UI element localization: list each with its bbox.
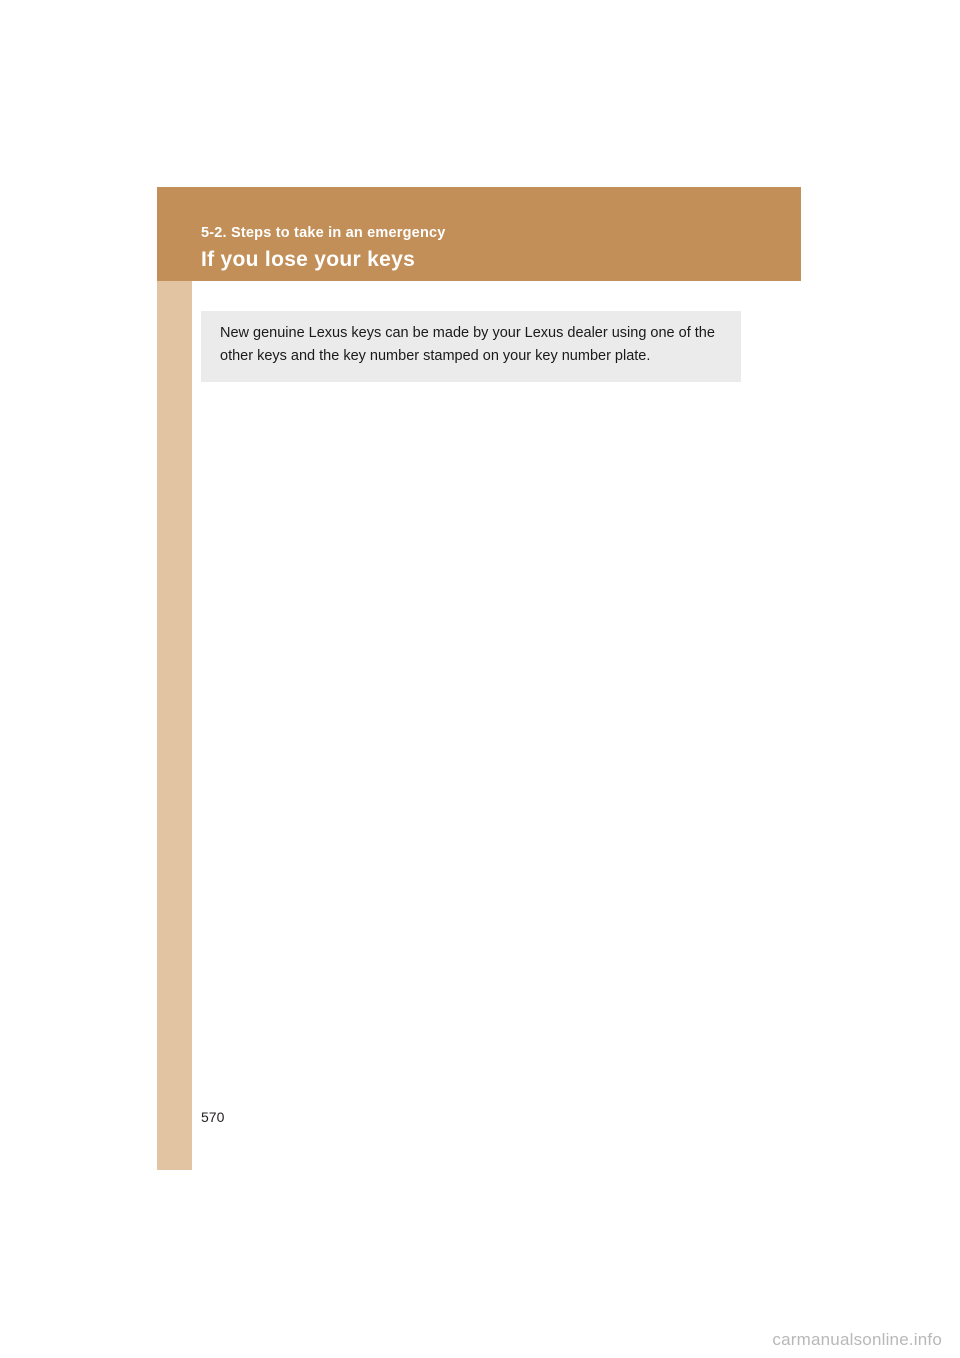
info-text: New genuine Lexus keys can be made by your Lexus dealer using one of the other keys and the key number stamped on your key number plate. — [220, 325, 715, 364]
info-box — [201, 311, 741, 382]
page-title: If you lose your keys — [201, 248, 416, 271]
header-band — [157, 187, 801, 281]
side-strip — [157, 187, 192, 1170]
page-number: 570 — [201, 1109, 225, 1125]
watermark: carmanualsonline.info — [772, 1330, 942, 1349]
section-label: 5-2. Steps to take in an emergency — [201, 225, 446, 241]
